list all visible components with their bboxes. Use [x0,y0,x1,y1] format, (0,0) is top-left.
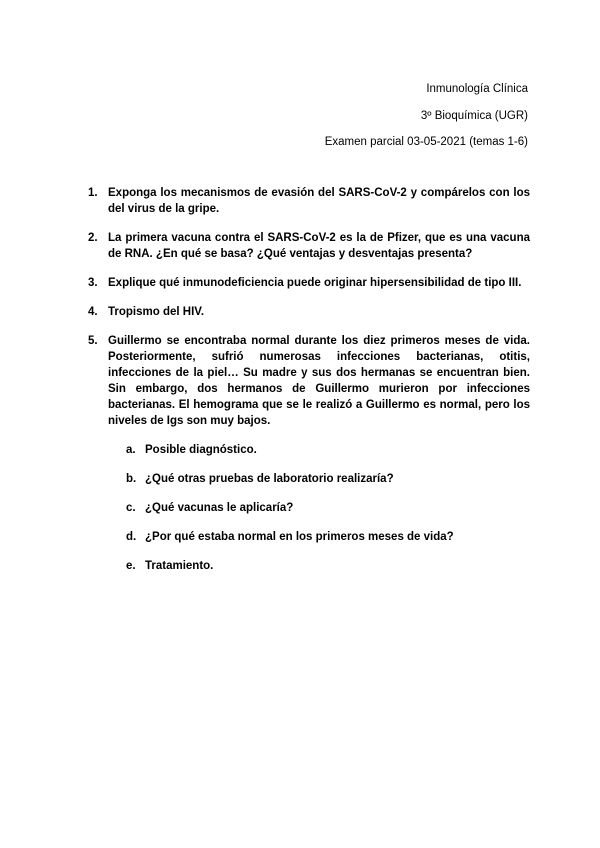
subquestion-c [126,500,530,516]
subquestion-a [126,442,530,458]
question-text: La primera vacuna contra el SARS-CoV-2 es la de Pfizer, que es una vacuna de RNA. ¿En qué se basa? ¿Qué ventajas y desventajas presenta? [108,232,530,260]
subquestion-e [126,558,530,574]
header-course: 3º Bioquímica (UGR) [420,109,528,122]
question-3 [88,275,530,291]
question-text: Tropismo del HIV. [108,306,205,318]
document-header [325,83,528,163]
question-text: Exponga los mecanismos de evasión del SARS-CoV-2 y compárelos con los del virus de la gripe. [108,187,530,215]
subquestion-text: Posible diagnóstico. [145,444,257,456]
subquestion-letter: c. [126,502,136,514]
question-text: Explique qué inmunodeficiencia puede originar hipersensibilidad de tipo III. [108,277,522,289]
question-1 [88,185,530,217]
subquestion-text: ¿Qué vacunas le aplicaría? [145,502,294,514]
question-number: 1. [88,187,98,199]
question-number: 2. [88,232,98,244]
subquestion-letter: b. [126,473,137,485]
subquestion-text: ¿Qué otras pruebas de laboratorio realizaría? [145,473,394,485]
subquestion-list [108,442,530,574]
question-number: 3. [88,277,98,289]
subquestion-b [126,471,530,487]
subquestion-text: Tratamiento. [145,560,214,572]
subquestion-letter: d. [126,531,137,543]
question-2 [88,230,530,262]
question-list [88,185,530,587]
subquestion-letter: e. [126,560,136,572]
header-exam-info: Examen parcial 03-05-2021 (temas 1-6) [324,136,528,148]
question-number: 5. [88,335,98,347]
subquestion-d [126,529,530,545]
question-5 [88,333,530,574]
header-subject: Inmunología Clínica [426,83,528,95]
subquestion-letter: a. [126,444,136,456]
subquestion-text: ¿Por qué estaba normal en los primeros meses de vida? [145,531,454,543]
question-number: 4. [88,306,98,318]
question-4 [88,304,530,320]
question-text: Guillermo se encontraba normal durante los diez primeros meses de vida. Posteriormente, sufrió numerosas infecciones bacterianas, otitis, infecciones de la piel… Su madre y sus dos hermanas se encuentran bien. Sin embargo, dos hermanos de Guillermo murieron por infecciones bacterianas. El hemograma que se le realizó a Guillermo es normal, pero los niveles de Igs son muy bajos. [108,335,530,427]
